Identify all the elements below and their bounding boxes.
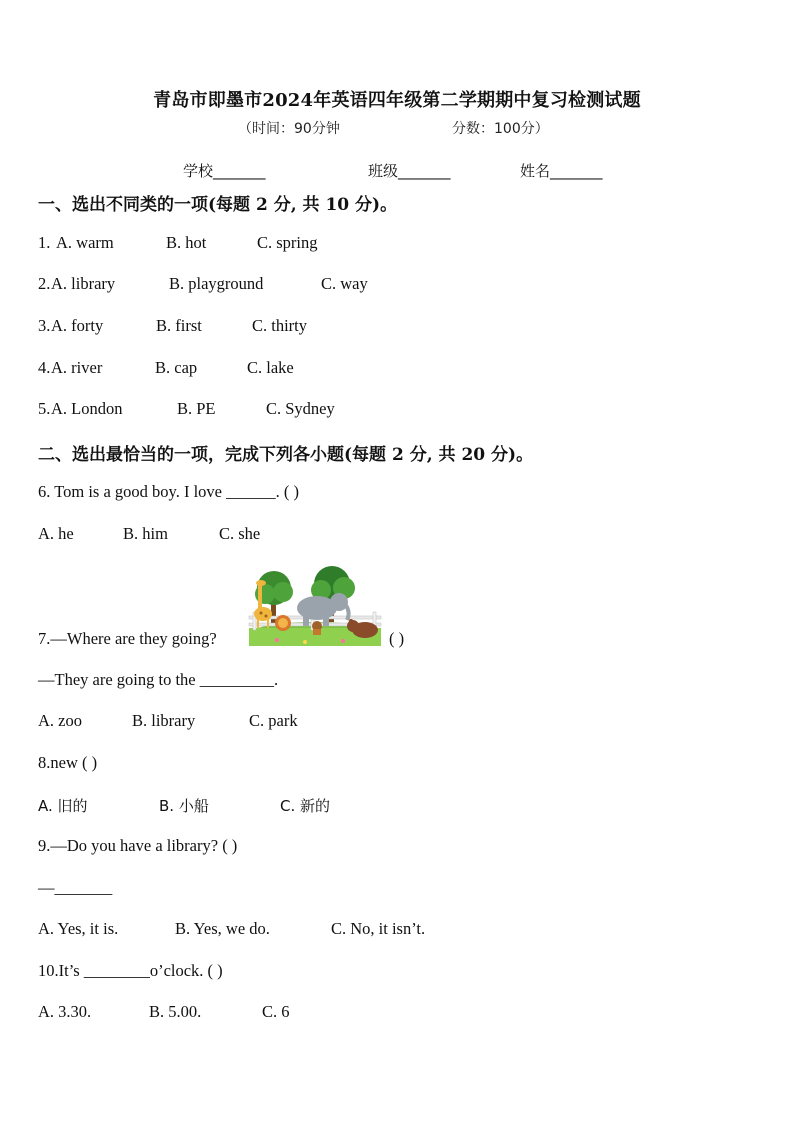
option-b: B. library	[132, 711, 196, 730]
option-c: C. she	[219, 524, 261, 543]
option-c: C. park	[249, 711, 298, 730]
question-stem: 10.It’s ________o’clock. ( )	[38, 961, 223, 980]
question-stem: 8.new ( )	[38, 753, 98, 772]
question-number: 1.	[38, 233, 51, 252]
answer-line: —They are going to the _________.	[38, 670, 279, 689]
question-number: 4.	[38, 358, 51, 377]
option-a: A. river	[51, 358, 103, 377]
option-b: B. 5.00.	[149, 1002, 202, 1021]
option-b: B. Yes, we do.	[175, 919, 270, 938]
section1-heading: 一、选出不同类的一项(每题 2 分, 共 10 分)。	[38, 195, 398, 215]
option-c: C. No, it isn’t.	[331, 919, 426, 938]
option-b: B. hot	[166, 233, 207, 252]
option-b: B. cap	[155, 358, 198, 377]
option-c: C. Sydney	[266, 399, 335, 418]
option-c: C. lake	[247, 358, 294, 377]
option-b: B. PE	[177, 399, 216, 418]
score-info: 分数：100分）	[452, 121, 549, 137]
zoo-animals-image	[247, 566, 383, 648]
option-a: A. 3.30.	[38, 1002, 92, 1021]
section2-heading: 二、选出最恰当的一项，完成下列各小题(每题 2 分, 共 20 分)。	[38, 445, 534, 465]
option-b: B. 小船	[159, 797, 209, 815]
page-title: 青岛市即墨市2024年英语四年级第二学期期中复习检测试题	[153, 90, 641, 111]
option-a: A. he	[38, 524, 74, 543]
question-stem: 9.—Do you have a library? ( )	[38, 836, 238, 855]
time-info: （时间：90分钟	[238, 121, 340, 137]
option-a: A. 旧的	[38, 797, 88, 815]
answer-line: —_______	[38, 878, 113, 897]
option-a: A. forty	[51, 316, 104, 335]
school-field: 学校_______	[183, 162, 266, 180]
option-a: A. Yes, it is.	[38, 919, 119, 938]
option-b: B. him	[123, 524, 168, 543]
answer-paren: ( )	[389, 629, 405, 648]
question-stem: 6. Tom is a good boy. I love ______. ( )	[38, 482, 299, 501]
option-c: C. spring	[257, 233, 318, 252]
class-field: 班级_______	[368, 162, 451, 180]
option-a: A. library	[51, 274, 116, 293]
option-b: B. first	[156, 316, 202, 335]
option-c: C. way	[321, 274, 368, 293]
question-number: 2.	[38, 274, 51, 293]
question-stem: 7.—Where are they going?	[38, 629, 217, 648]
option-a: A. warm	[56, 233, 114, 252]
question-number: 5.	[38, 399, 51, 418]
option-a: A. London	[51, 399, 123, 418]
question-number: 3.	[38, 316, 51, 335]
option-b: B. playground	[169, 274, 264, 293]
option-c: C. 6	[262, 1002, 290, 1021]
name-field: 姓名_______	[520, 162, 603, 180]
option-a: A. zoo	[38, 711, 82, 730]
option-c: C. 新的	[280, 797, 331, 815]
option-c: C. thirty	[252, 316, 308, 335]
